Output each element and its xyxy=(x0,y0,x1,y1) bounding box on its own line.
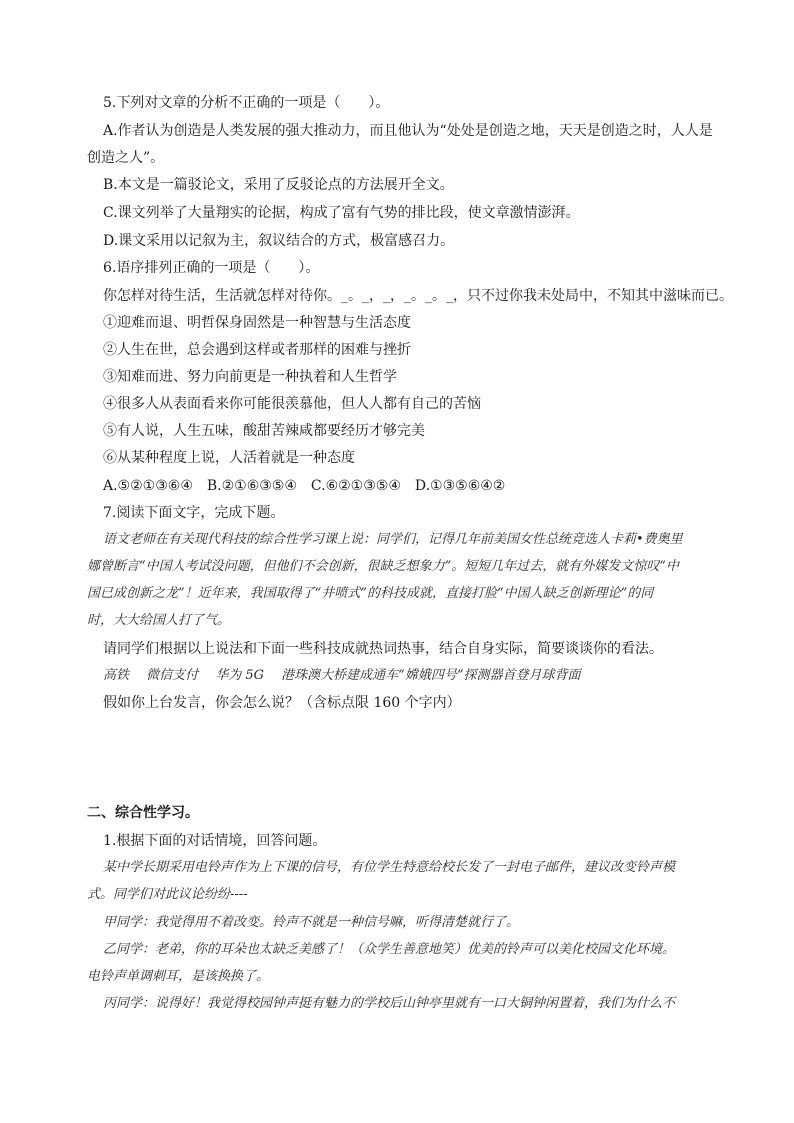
q5-option-a-line1: A.作者认为创造是人类发展的强大推动力，而且他认为“处处是创造之地，天天是创造之时，人人是 xyxy=(103,123,713,139)
q6-sentence-5: ⑤有人说，人生五味，酸甜苦辣咸都要经历才够完美 xyxy=(103,423,425,439)
dialogue-jia: 甲同学：我觉得用不着改变。铃声不就是一种信号嘛，听得清楚就行了。 xyxy=(103,915,520,930)
q7-hot-words: 高铁 微信支付 华为 5G 港珠澳大桥建成通车“嫦娥四号”探测器首登月球背面 xyxy=(103,668,581,683)
dialogue-yi-line2: 电铃声单调刺耳，是该换换了。 xyxy=(87,969,270,984)
q5-stem: 5.下列对文章的分析不正确的一项是（ ）。 xyxy=(103,95,390,111)
q6-sentence-3: ③知难而进、努力向前更是一种执着和人生哲学 xyxy=(103,369,397,385)
q5-option-d: D.课文采用以记叙为主，叙议结合的方式，极富感召力。 xyxy=(103,233,455,249)
dialogue-yi-line1: 乙同学：老弟，你的耳朵也太缺乏美感了！（众学生善意地笑）优美的铃声可以美化校园文化环境。 xyxy=(103,942,676,957)
q6-sentence-6: ⑥从某种程度上说，人活着就是一种态度 xyxy=(103,450,355,466)
q7-stem: 7.阅读下面文字，完成下题。 xyxy=(103,505,285,521)
q5-option-a-line2: 创造之人”。 xyxy=(87,150,165,166)
section2-heading: 二、综合性学习。 xyxy=(87,805,199,821)
q6-stem: 6.语序排列正确的一项是（ ）。 xyxy=(103,260,320,276)
q7-ask: 请同学们根据以上说法和下面一些科技成就热词热事，结合自身实际，简要谈谈你的看法。 xyxy=(103,641,663,657)
q7-passage-line3: 国已成创新之龙”！近年来，我国取得了“井喷式”的科技成就，直接打脸“中国人缺乏创新理论”的同 xyxy=(87,586,654,601)
q6-lead: 你怎样对待生活，生活就怎样对待你。_。_，_，_。_。_，只不过你我未处局中，不知其中滋味而已。 xyxy=(103,288,733,304)
q7-passage-line4: 时，大大给国人打了气。 xyxy=(87,613,231,628)
q6-options: A.⑤②①③⑥④ B.②①⑥③⑤④ C.⑥②①③⑤④ D.①③⑤⑥④② xyxy=(103,478,506,494)
q5-option-c: C.课文列举了大量翔实的论据，构成了富有气势的排比段，使文章激情澎湃。 xyxy=(103,205,580,221)
q6-sentence-4: ④很多人从表面看来你可能很羡慕他，但人人都有自己的苦恼 xyxy=(103,396,481,412)
q7-speech-prompt: 假如你上台发言，你会怎么说？（含标点限 160 个字内） xyxy=(103,695,461,711)
q7-passage-line1: 语文老师在有关现代科技的综合性学习课上说：同学们，记得几年前美国女性总统竞选人卡莉•费奥里 xyxy=(103,532,683,547)
section2-passage-line1: 某中学长期采用电铃声作为上下课的信号，有位学生特意给校长发了一封电子邮件，建议改变铃声模 xyxy=(103,860,676,875)
q6-sentence-1: ①迎难而退、明哲保身固然是一种智慧与生活态度 xyxy=(103,315,411,331)
q6-sentence-2: ②人生在世，总会遇到这样或者那样的困难与挫折 xyxy=(103,342,411,358)
section2-q1-stem: 1.根据下面的对话情境，回答问题。 xyxy=(103,833,327,849)
q7-passage-line2: 娜曾断言“中国人考试没问题，但他们不会创新，很缺乏想象力”。短短几年过去，就有外媒发文惊叹“中 xyxy=(87,559,679,574)
q5-option-b: B.本文是一篇驳论文，采用了反驳论点的方法展开全文。 xyxy=(103,177,454,193)
section2-passage-line2: 式。同学们对此议论纷纷---- xyxy=(87,887,248,902)
dialogue-bing-line1: 丙同学：说得好！我觉得校园钟声挺有魅力的学校后山钟亭里就有一口大铜钟闲置着，我们为什么不 xyxy=(103,996,676,1011)
